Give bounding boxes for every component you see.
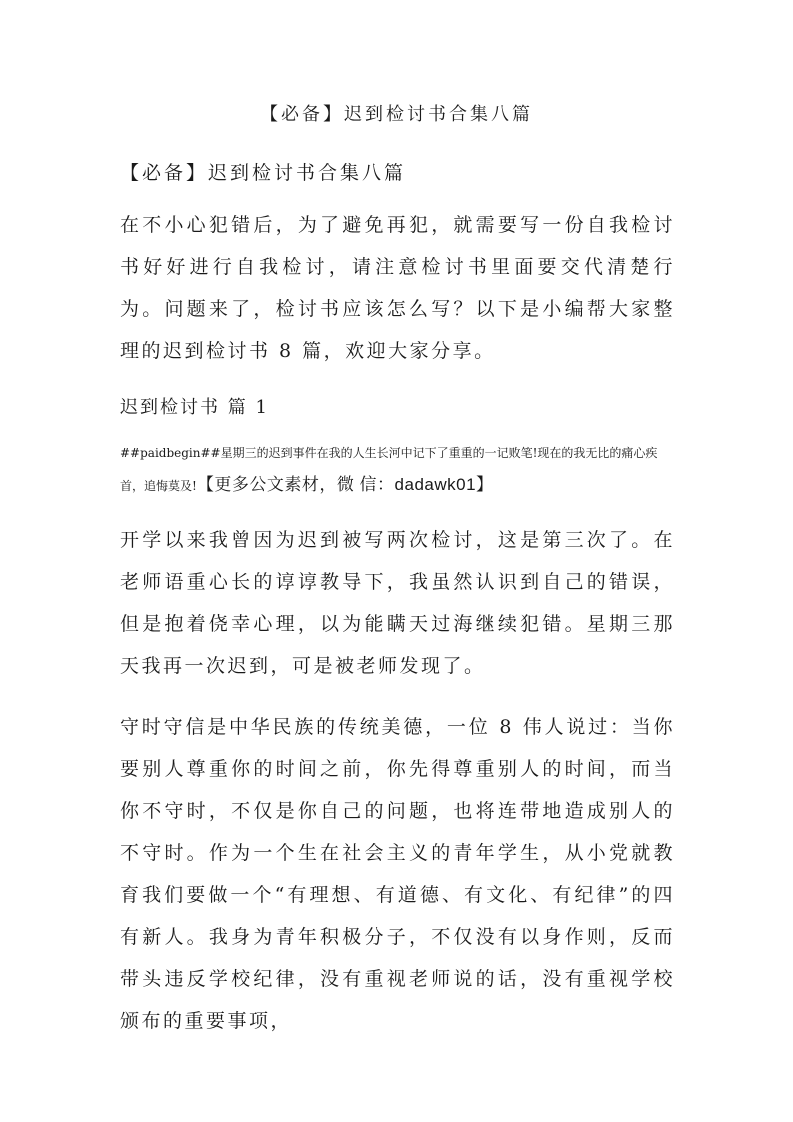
body-paragraph-2: 开学以来我曾因为迟到被写两次检讨，这是第三次了。在老师语重心长的谆谆教导下，我虽然认识到自己的错误，但是抱着侥幸心理，以为能瞒天过海继续犯错。星期三那天我再一次迟到，可是被老师发现了。 — [120, 529, 675, 677]
small-text-paragraph — [120, 437, 680, 502]
document-subtitle: 【必备】迟到检讨书合集八篇 — [120, 162, 407, 184]
section-heading: 迟到检讨书 篇 1 — [120, 397, 269, 418]
document-title: 【必备】迟到检讨书合集八篇 — [260, 104, 533, 125]
promo-text: 【更多公文素材，微 信：dadawk01】 — [196, 475, 494, 494]
paid-text: ##paidbegin##星期三的迟到事件在我的人生长河中记下了重重的一记败笔!现在的我无比的痛心疾首，追悔莫及! — [120, 446, 658, 493]
intro-paragraph: 在不小心犯错后，为了避免再犯，就需要写一份自我检讨书好好进行自我检讨，请注意检讨书里面要交代清楚行为。问题来了，检讨书应该怎么写？以下是小编帮大家整理的迟到检讨书 8 篇，欢迎大家分享。 — [120, 214, 675, 362]
body-paragraph-3: 守时守信是中华民族的传统美德，一位 8 伟人说过：当你要别人尊重你的时间之前，你先得尊重别人的时间，而当你不守时，不仅是你自己的问题，也将连带地造成别人的不守时。作为一个生在社会主义的青年学生，从小党就教育我们要做一个“有理想、有道德、有文化、有纪律”的四有新人。我身为青年积极分子，不仅没有以身作则，反而带头违反学校纪律，没有重视老师说的话，没有重视学校颁布的重要事项， — [120, 716, 675, 1032]
